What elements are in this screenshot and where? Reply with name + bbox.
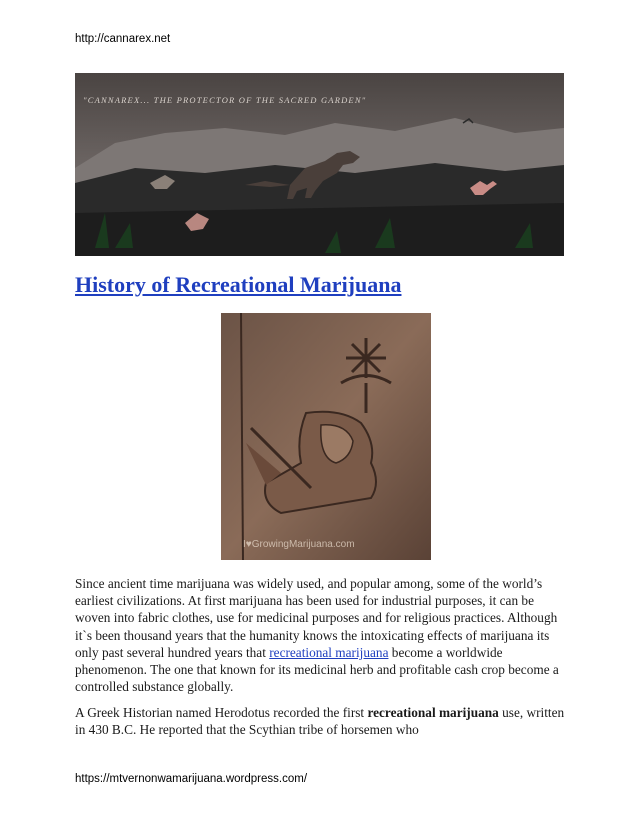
recreational-marijuana-bold: recreational marijuana xyxy=(367,705,499,720)
relief-watermark: I♥GrowingMarijuana.com xyxy=(243,539,355,550)
recreational-marijuana-link[interactable]: recreational marijuana xyxy=(269,644,389,660)
article-title[interactable]: History of Recreational Marijuana xyxy=(75,272,402,297)
herodotus-paragraph xyxy=(75,704,565,738)
banner-caption: "CANNAREX... THE PROTECTOR OF THE SACRED GARDEN" xyxy=(83,95,367,105)
footer-url: https://mtvernonwamarijuana.wordpress.com/ xyxy=(75,773,308,785)
intro-text-end: become a worldwide phenomenon. The one that known for its medicinal herb and profitable cash crop become a controlled substance globally. xyxy=(75,644,559,695)
herodotus-text-end: use, written in 430 B.C. He reported that the Scythian tribe of horsemen who xyxy=(75,705,565,738)
seshat-relief-illustration xyxy=(221,313,431,560)
intro-paragraph xyxy=(75,575,565,695)
herodotus-text-start: A Greek Historian named Herodotus recorded the first xyxy=(75,705,368,720)
cannarex-banner-image xyxy=(75,73,564,256)
egyptian-relief-image xyxy=(221,313,431,560)
header-url: http://cannarex.net xyxy=(75,33,171,45)
intro-text-start: Since ancient time marijuana was widely used, and popular among, some of the world’s earliest civilizations. At first marijuana has been used for industrial purposes, it can be woven into fabric clothes, use for medicinal purposes and for religious practices. Although it`s been thousand years that the humanity knows the intoxicating effects of marijuana its only past several hundred years that xyxy=(75,576,558,660)
